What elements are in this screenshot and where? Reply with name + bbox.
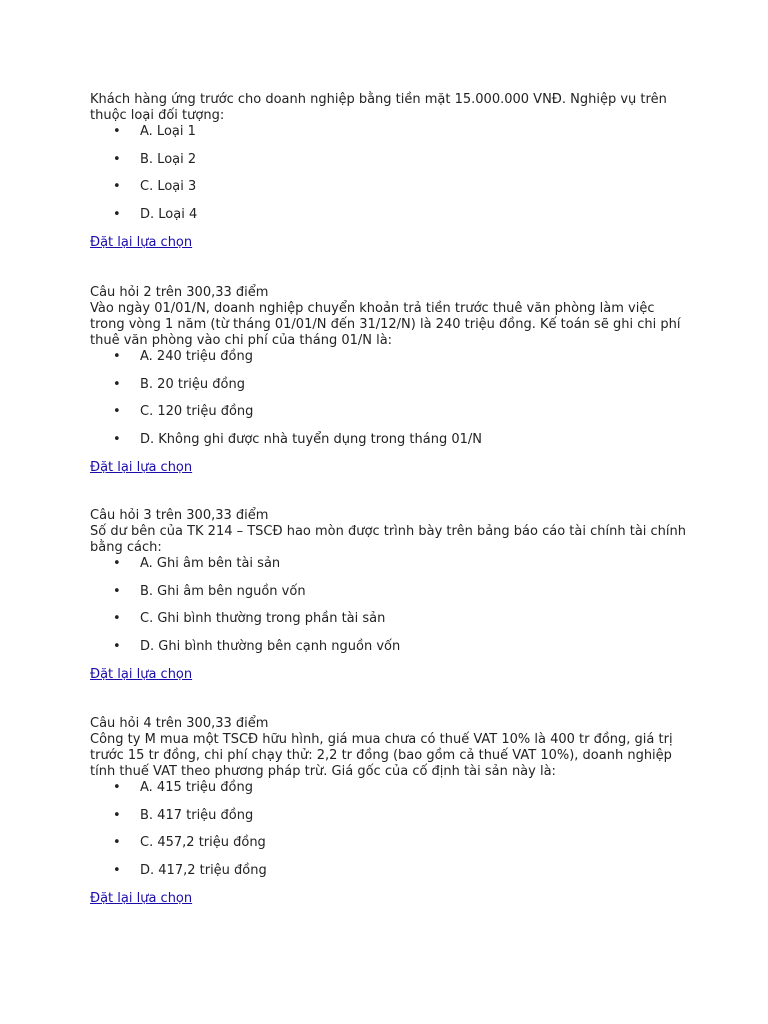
option-label: C. Ghi bình thường trong phần tài sản [140, 611, 386, 627]
option-label: D. 417,2 triệu đồng [140, 863, 267, 879]
option-item[interactable] [90, 863, 690, 879]
question-4-header: Câu hỏi 4 trên 300,33 điểm [90, 716, 269, 731]
option-item[interactable] [90, 611, 690, 627]
option-label: D. Loại 4 [140, 207, 198, 223]
reset-choice-link[interactable]: Đặt lại lựa chọn [90, 891, 193, 907]
option-label: C. Loại 3 [140, 179, 197, 195]
bullet-icon: • [113, 404, 121, 420]
option-label: A. 240 triệu đồng [140, 349, 253, 364]
option-item[interactable] [90, 835, 690, 851]
option-item[interactable] [90, 179, 690, 195]
question-1-options [90, 124, 690, 223]
bullet-icon: • [113, 556, 121, 571]
option-label: D. Ghi bình thường bên cạnh nguồn vốn [140, 639, 401, 655]
bullet-icon: • [113, 179, 121, 195]
reset-choice-link[interactable]: Đặt lại lựa chọn [90, 667, 193, 683]
bullet-icon: • [113, 376, 121, 392]
option-item[interactable] [90, 152, 690, 168]
option-label: B. 20 triệu đồng [140, 376, 245, 392]
option-label: A. Loại 1 [140, 124, 196, 139]
question-2 [90, 285, 690, 476]
bullet-icon: • [113, 207, 121, 223]
option-label: B. 417 triệu đồng [140, 807, 254, 823]
option-item[interactable] [90, 584, 690, 600]
option-label: A. Ghi âm bên tài sản [140, 556, 281, 571]
option-label: B. Loại 2 [140, 151, 197, 167]
bullet-icon: • [113, 151, 121, 167]
option-item[interactable] [90, 639, 690, 655]
option-label: C. 120 triệu đồng [140, 404, 254, 420]
bullet-icon: • [113, 835, 121, 851]
question-1-text: Khách hàng ứng trước cho doanh nghiệp bằng tiền mặt 15.000.000 VNĐ. Nghiệp vụ trên thuộc loại đối tượng: [90, 92, 667, 123]
option-item[interactable] [90, 556, 690, 572]
reset-choice-link[interactable]: Đặt lại lựa chọn [90, 460, 193, 476]
option-item[interactable] [90, 349, 690, 365]
bullet-icon: • [113, 611, 121, 627]
question-2-options [90, 349, 690, 448]
option-item[interactable] [90, 404, 690, 420]
option-label: A. 415 triệu đồng [140, 780, 253, 795]
question-2-text: Vào ngày 01/01/N, doanh nghiệp chuyển khoản trả tiền trước thuê văn phòng làm việc trong vòng 1 năm (từ tháng 01/01/N đến 31/12/N) là 240 triệu đồng. Kế toán sẽ ghi chi phí thuê văn phòng vào chi phí của tháng 01/N là: [90, 301, 681, 348]
question-3-options [90, 556, 690, 655]
reset-choice-link[interactable]: Đặt lại lựa chọn [90, 235, 193, 251]
bullet-icon: • [113, 583, 121, 599]
bullet-icon: • [113, 780, 121, 795]
option-item[interactable] [90, 808, 690, 824]
option-item[interactable] [90, 780, 690, 796]
option-label: D. Không ghi được nhà tuyển dụng trong tháng 01/N [140, 432, 482, 448]
question-4-options [90, 780, 690, 879]
question-3 [90, 508, 690, 683]
option-item[interactable] [90, 207, 690, 223]
question-4-text: Công ty M mua một TSCĐ hữu hình, giá mua chưa có thuế VAT 10% là 400 tr đồng, giá trị trước 15 tr đồng, chi phí chạy thử: 2,2 tr đồng (bao gồm cả thuế VAT 10%), doanh nghiệp tính thuế VAT theo phương pháp trừ. Giá gốc của cố định tài sản này là: [90, 732, 673, 779]
option-item[interactable] [90, 377, 690, 393]
bullet-icon: • [113, 432, 121, 448]
question-3-header: Câu hỏi 3 trên 300,33 điểm [90, 508, 269, 523]
question-2-header: Câu hỏi 2 trên 300,33 điểm [90, 285, 269, 300]
bullet-icon: • [113, 349, 121, 364]
option-label: B. Ghi âm bên nguồn vốn [140, 583, 306, 599]
question-1 [90, 92, 690, 251]
bullet-icon: • [113, 639, 121, 655]
question-4 [90, 716, 690, 907]
bullet-icon: • [113, 807, 121, 823]
bullet-icon: • [113, 863, 121, 879]
option-item[interactable] [90, 432, 690, 448]
option-item[interactable] [90, 124, 690, 140]
option-label: C. 457,2 triệu đồng [140, 835, 266, 851]
bullet-icon: • [113, 124, 121, 139]
question-3-text: Số dư bên của TK 214 – TSCĐ hao mòn được trình bày trên bảng báo cáo tài chính tài chính bằng cách: [90, 524, 687, 555]
